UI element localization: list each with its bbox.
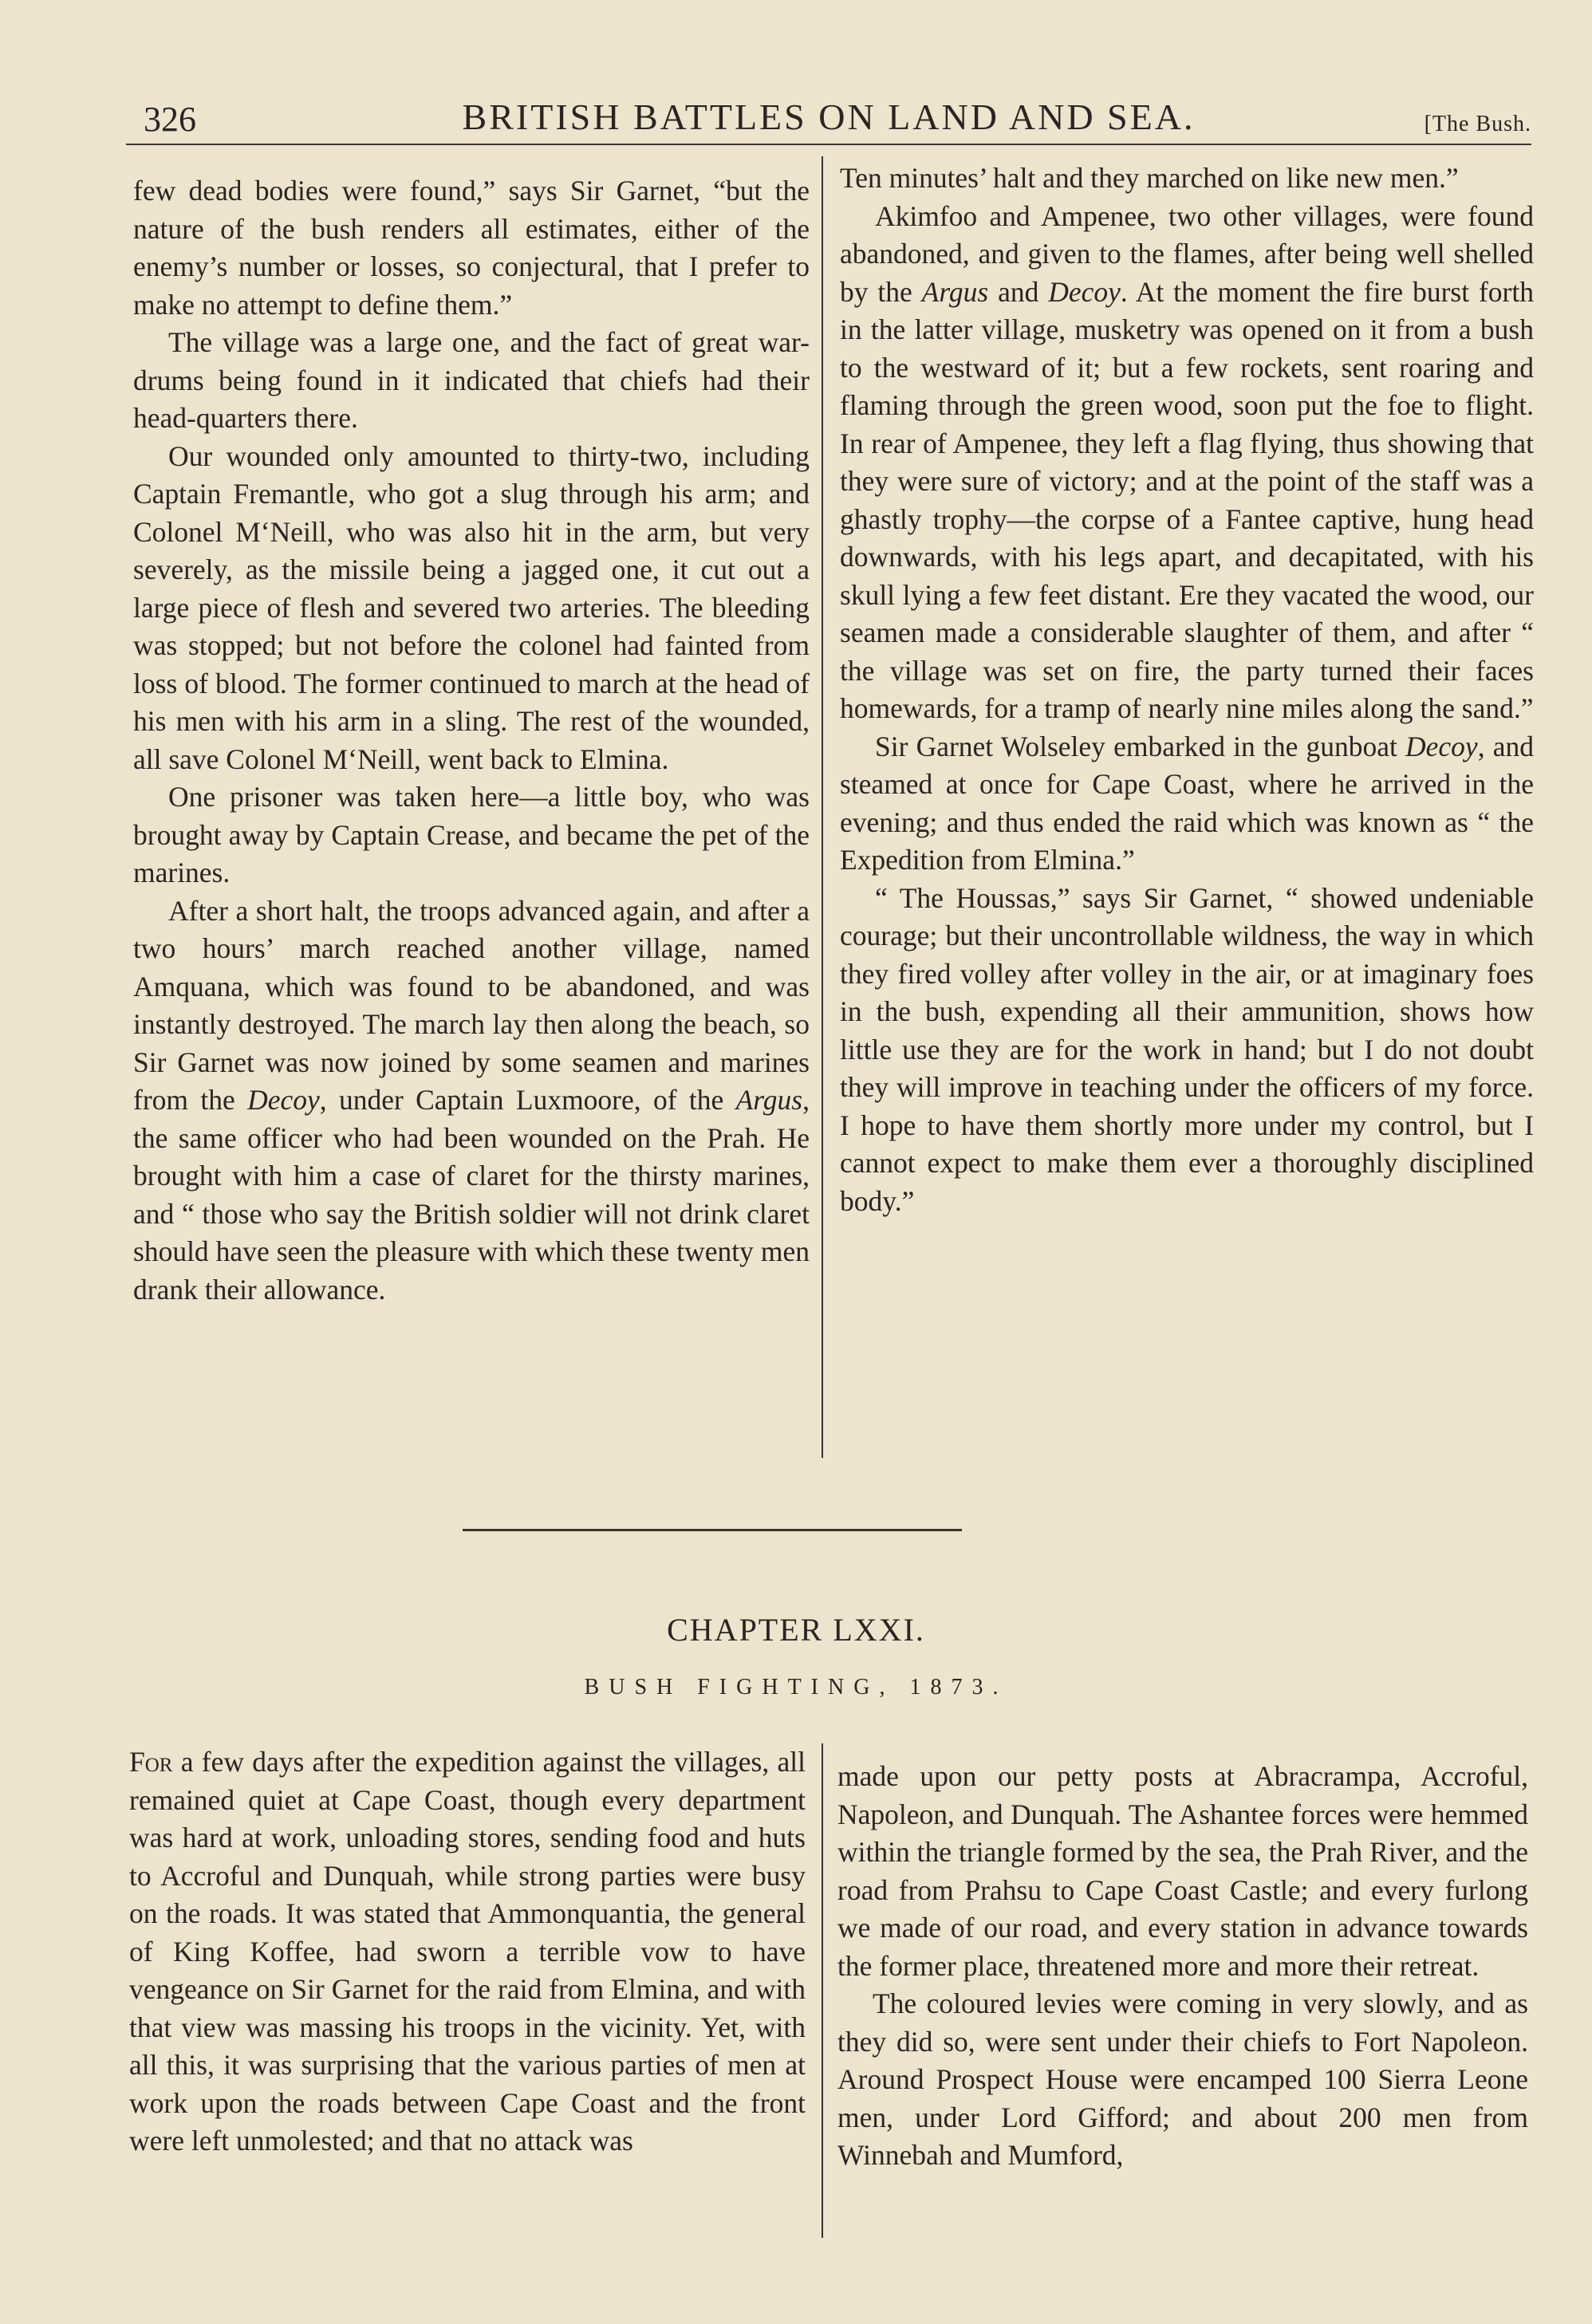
paragraph: Our wounded only amounted to thirty-two, including Captain Fremantle, who got a slug through his arm; and Colonel M‘Neill, who was also hit in the arm, but very severely, as the missile being a jagged one, it cut out a large piece of flesh and severed two arteries. The bleeding was stopped; but not before the colonel had fainted from loss of blood. The former continued to march at the head of his men with his arm in a sling. The rest of the wounded, all save Colonel M‘Neill, went back to Elmina. [133,439,810,775]
paragraph: Ten minutes’ halt and they marched on like new men.” [840,162,1459,194]
paragraph: After a short halt, the troops advanced again, and after a two hours’ march reached another village, named Amquana, which was found to be abandoned, and was instantly destroyed. The march lay then along the beach, so Sir Garnet was now joined by some seamen and marines from the Decoy, under Captain Luxmoore, of the Argus, the same officer who had been wounded on the Prah. He brought with him a case of claret for the thirsty marines, and “ those who say the British soldier will not drink claret should have seen the pleasure with which these twenty men drank their allowance. [133,894,810,1306]
column-rule-top [822,156,823,1458]
paragraph: Akimfoo and Ampenee, two other villages, were found abandoned, and given to the flames, after being well shelled by the Argus and Decoy. At the moment the fire burst forth in the latter village, musketry was opened on it from a bush to the westward of it; but a few rockets, sent roaring and flaming through the green wood, soon put the foe to flight. In rear of Ampenee, they left a flag flying, thus showing that they were sure of victory; and at the point of the staff was a ghastly trophy—the corpse of a Fantee captive, hung head downwards, with his legs apart, and decapitated, with his skull lying a few feet distant. Ere they vacated the wood, our seamen made a considerable slaughter of them, and after “ the village was set on fire, the party turned their faces homewards, for a tramp of nearly nine miles along the sand.” [840,199,1534,724]
paragraph: One prisoner was taken here—a little boy, who was brought away by Captain Crease, and became the pet of the marines. [133,781,810,888]
chapter-divider [463,1529,962,1531]
paragraph: made upon our petty posts at Abracrampa, Accroful, Napoleon, and Dunquah. The Ashantee forces were hemmed within the triangle formed by the sea, the Prah River, and the road from Prahsu to Cape Coast Castle; and every furlong we made of our road, and every station in advance towards the former place, threatened more and more their retreat. [837,1760,1528,1982]
paragraph: The coloured levies were coming in very slowly, and as they did so, were sent under their chiefs to Fort Napoleon. Around Prospect House were encamped 100 Sierra Leone men, under Lord Gifford; and about 200 men from Winnebah and Mumford, [837,1987,1528,2171]
paragraph: “ The Houssas,” says Sir Garnet, “ showed undeniable courage; but their uncontrollable wildness, the way in which they fired volley after volley in the air, or at imaginary foes in the bush, expending all their ammunition, shows how little use they are for the work in hand; but I do not doubt they will improve in teaching under the officers of my force. I hope to have them shortly more under my control, but I cannot expect to make them ever a thoroughly disciplined body.” [840,881,1534,1217]
paragraph: For a few days after the expedition against the villages, all remained quiet at Cape Coast, though every department was hard at work, unloading stores, sending food and huts to Accroful and Dunquah, while strong parties were busy on the roads. It was stated that Ammonquantia, the general of King Koffee, had sworn a terrible vow to have vengeance on Sir Garnet for the raid from Elmina, and with that view was massing his troops in the vicinity. Yet, with all this, it was surprising that the various parties of men at work upon the roads between Cape Coast and the front were left unmolested; and that no attack was [129,1746,806,2157]
header-rule [126,144,1531,145]
chapter-subtitle: BUSH FIGHTING, 1873. [584,1675,1008,1700]
section-label: [The Bush. [1424,112,1531,136]
page-header [126,89,1531,145]
paragraph: The village was a large one, and the fact of great war-drums being found in it indicated that chiefs had their head-quarters there. [133,326,810,434]
top-right-column [840,160,1534,1220]
chapter-title: CHAPTER LXXI. [667,1612,925,1648]
ship-name: Argus [735,1084,803,1116]
page-number: 326 [144,100,196,139]
chapter-lead-word: For [129,1746,173,1778]
ship-name: Decoy [1405,730,1478,762]
paragraph: few dead bodies were found,” says Sir Garnet, “but the nature of the bush renders all estimates, either of the enemy’s number or losses, so conjectural, that I prefer to make no attempt to define them.” [133,175,810,321]
running-title: BRITISH BATTLES ON LAND AND SEA. [462,97,1196,137]
ship-name: Decoy [247,1084,320,1116]
ship-name: Decoy [1048,275,1121,308]
bottom-left-column [129,1743,806,2161]
bottom-right-column [837,1758,1528,2175]
column-rule-bottom [822,1743,823,2238]
ship-name: Argus [921,275,989,308]
top-left-column [133,172,810,1309]
paragraph: Sir Garnet Wolseley embarked in the gunboat Decoy, and steamed at once for Cape Coast, where he arrived in the evening; and thus ended the raid which was known as “ the Expedition from Elmina.” [840,730,1534,876]
